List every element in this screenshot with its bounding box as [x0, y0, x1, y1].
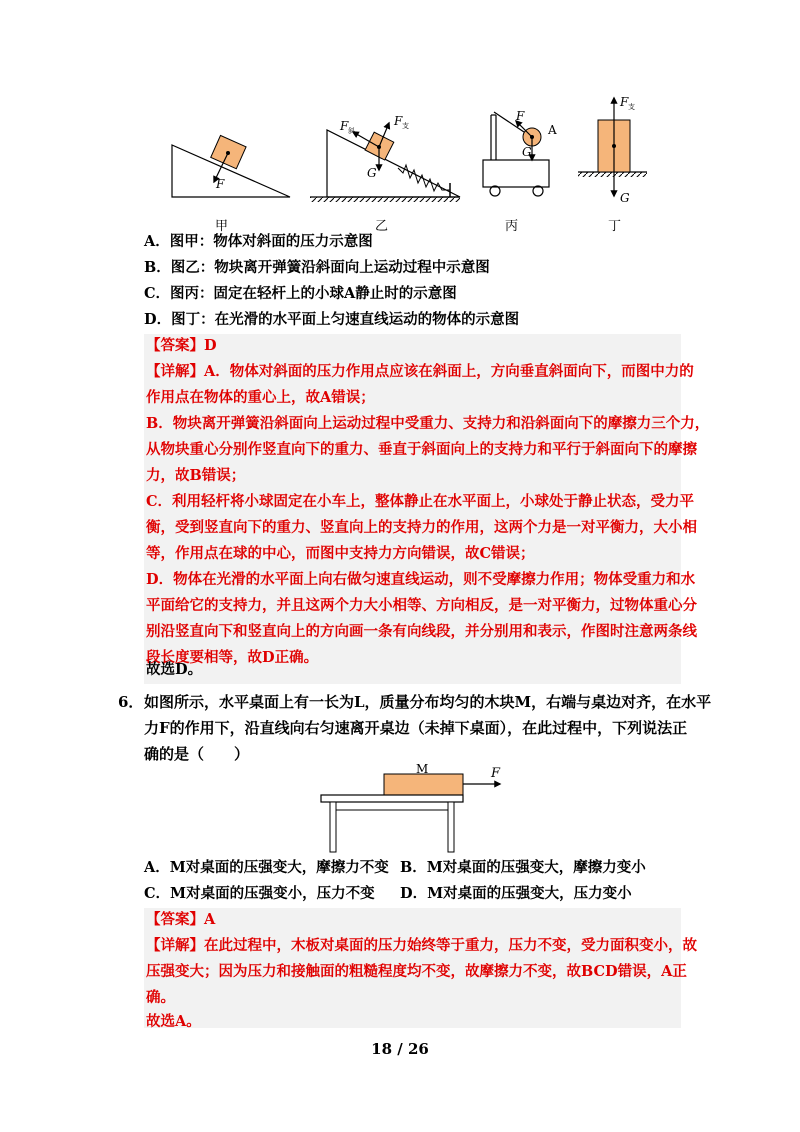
table-block-figure — [318, 762, 518, 854]
force-label-F-bing: F — [516, 109, 525, 123]
q6-stem-line: 确的是（ ） — [144, 745, 250, 763]
q5-explanation-line: 衡，受到竖直向下的重力、竖直向上的支持力的作用，这两个力是一对平衡力，大小相 — [146, 519, 697, 536]
force-label-F-jia: F — [216, 177, 225, 191]
svg-text:支: 支 — [402, 122, 409, 130]
q5-option-a: A．图甲：物体对斜面的压力示意图 — [144, 233, 373, 250]
q6-stem-line: 如图所示，水平桌面上有一长为L，质量分布均匀的木块M，右端与桌边对齐，在水平 — [144, 693, 712, 711]
q6-option-a: A．M对桌面的压强变大，摩擦力不变 — [144, 859, 389, 876]
q5-explanation-line: 【详解】A．物体对斜面的压力作用点应该在斜面上，方向垂直斜面向下，而图中力的 — [146, 363, 694, 380]
q5-option-c: C．图丙：固定在轻杆上的小球A静止时的示意图 — [144, 285, 457, 302]
q6-option-d: D．M对桌面的压强变大，压力变小 — [400, 885, 632, 902]
diagram-ding — [578, 95, 647, 234]
q5-explanation-line: 段长度要相等，故D正确。 — [146, 649, 319, 666]
force-label-G-bing: G — [522, 145, 532, 159]
label-ding: 丁 — [608, 219, 622, 234]
diagram-yi — [310, 114, 460, 234]
q6-number: 6． — [118, 693, 144, 711]
q6-option-b: B．M对桌面的压强变大，摩擦力变小 — [400, 859, 646, 876]
q6-explanation-line: 压强变大；因为压力和接触面的粗糙程度均不变，故摩擦力不变，故BCD错误，A正 — [146, 963, 687, 980]
page-number: 18 / 26 — [371, 1040, 429, 1058]
force-label-F-xie: F — [340, 119, 349, 133]
ball-label-A: A — [548, 123, 557, 137]
label-yi: 乙 — [375, 219, 389, 234]
q6-explanation-line: 【详解】在此过程中，木板对桌面的压力始终等于重力，压力不变，受力面积变小，故 — [146, 937, 697, 954]
q5-answer: 【答案】D — [146, 337, 217, 354]
q6-stem-line: 力F的作用下，沿直线向右匀速离开桌边（未掉下桌面），在此过程中，下列说法正 — [144, 719, 688, 737]
q5-explanation-line: D．物体在光滑的水平面上向右做匀速直线运动，则不受摩擦力作用；物体受重力和水 — [146, 571, 696, 588]
q5-explanation-line: B．物块离开弹簧沿斜面向上运动过程中受重力、支持力和沿斜面向下的摩擦力三个力， — [146, 415, 710, 432]
q6-option-c: C．M对桌面的压强变小，压力不变 — [144, 885, 375, 902]
svg-text:斜: 斜 — [348, 127, 355, 135]
q5-explanation-line: 作用点在物体的重心上，故A错误； — [146, 389, 375, 406]
block-label-M: M — [416, 762, 429, 776]
q5-explanation-line: 别沿竖直向下和竖直向上的方向画一条有向线段，并分别用和表示，作图时注意两条线 — [146, 623, 697, 640]
force-label-F: F — [491, 766, 501, 781]
q5-explanation-line: C．利用轻杆将小球固定在小车上，整体静止在水平面上，小球处于静止状态，受力平 — [146, 493, 695, 510]
force-label-F-ding: F — [620, 95, 629, 109]
diagram-bing — [483, 109, 557, 234]
force-label-G-yi: G — [367, 166, 377, 180]
force-label-G-ding: G — [620, 191, 630, 205]
q6-explanation-line: 确。 — [146, 989, 175, 1006]
diagram-jia — [172, 135, 290, 234]
q5-option-d: D．图丁：在光滑的水平面上匀速直线运动的物体的示意图 — [144, 311, 520, 328]
q5-explanation-line: 从物块重心分别作竖直向下的重力、垂直于斜面向上的支持力和平行于斜面向下的摩擦 — [146, 441, 697, 458]
label-jia: 甲 — [215, 219, 229, 234]
q5-explanation-line: 等，作用点在球的中心，而图中支持力方向错误，故C错误； — [146, 545, 535, 562]
q5-explanation-line: 平面给它的支持力，并且这两个力大小相等、方向相反，是一对平衡力，过物体重心分 — [146, 597, 697, 614]
q5-explanation-line: 力，故B错误； — [146, 467, 246, 484]
label-bing: 丙 — [505, 219, 519, 234]
q6-conclusion: 故选A。 — [146, 1013, 201, 1030]
force-diagrams-figure — [160, 90, 660, 235]
q6-answer: 【答案】A — [146, 911, 216, 928]
q5-option-b: B．图乙：物块离开弹簧沿斜面向上运动过程中示意图 — [144, 259, 490, 276]
force-label-F-zhi: F — [394, 114, 403, 128]
svg-text:支: 支 — [628, 103, 635, 111]
q5-conclusion: 故选D。 — [146, 661, 203, 678]
